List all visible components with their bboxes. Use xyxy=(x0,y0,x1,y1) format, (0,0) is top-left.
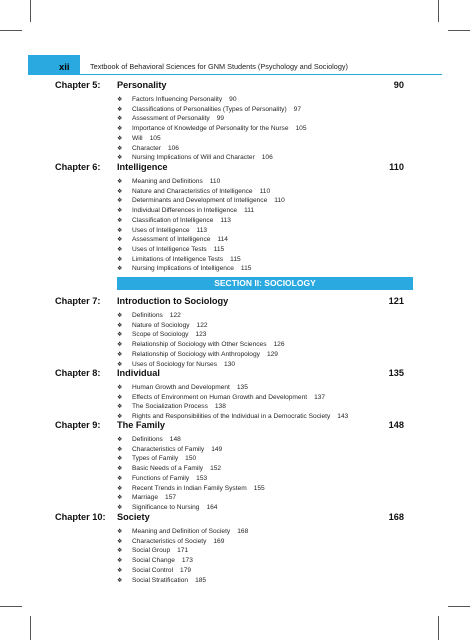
diamond-bullet-icon: ❖ xyxy=(117,266,123,273)
toc-entry xyxy=(117,537,224,546)
toc-entry-text: Effects of Environment on Human Growth and Development xyxy=(132,393,308,401)
chapter-label: Chapter 6: xyxy=(55,162,101,172)
diamond-bullet-icon: ❖ xyxy=(117,227,123,234)
diamond-bullet-icon: ❖ xyxy=(117,179,123,185)
toc-entry-text: Significance to Nursing xyxy=(132,503,200,511)
toc-entry xyxy=(117,576,206,585)
toc-entry-text: Relationship of Sociology with Other Sciences xyxy=(132,341,267,349)
toc-entry xyxy=(117,177,220,186)
toc-entry-text: Will xyxy=(132,134,143,142)
toc-entry-page: 148 xyxy=(169,436,181,443)
toc-entry-text: Importance of Knowledge of Personality for the Nurse xyxy=(132,125,289,133)
diamond-bullet-icon: ❖ xyxy=(117,256,123,263)
toc-entry-page: 157 xyxy=(165,494,177,502)
toc-entry xyxy=(117,264,251,273)
chapter-page-number: 110 xyxy=(389,162,404,172)
toc-entry-text: Nature and Characteristics of Intelligence xyxy=(132,187,253,195)
toc-entry xyxy=(117,435,181,444)
toc-entry-text: Assessment of Intelligence xyxy=(132,236,211,244)
diamond-bullet-icon: ❖ xyxy=(117,577,123,584)
toc-entry-page: 185 xyxy=(195,576,207,584)
toc-entry-text: Nursing Implications of Intelligence xyxy=(132,265,234,273)
toc-entry xyxy=(117,105,301,114)
toc-entry-text: Definitions xyxy=(132,436,163,443)
toc-entry-text: Nursing Implications of Will and Character xyxy=(132,154,255,162)
toc-entry-text: Meaning and Definitions xyxy=(132,178,203,185)
toc-entry-page: 106 xyxy=(167,144,179,152)
toc-entry-page: 143 xyxy=(337,413,349,421)
toc-entry xyxy=(117,350,278,359)
diamond-bullet-icon: ❖ xyxy=(117,332,123,339)
toc-entry-text: Scope of Sociology xyxy=(132,331,189,339)
diamond-bullet-icon: ❖ xyxy=(117,237,123,244)
toc-entry xyxy=(117,445,222,454)
chapter-heading xyxy=(0,512,470,524)
toc-entry xyxy=(117,402,226,411)
crop-mark xyxy=(448,606,470,607)
toc-entry xyxy=(117,393,325,402)
toc-entry-text: Marriage xyxy=(132,494,159,502)
diamond-bullet-icon: ❖ xyxy=(117,504,123,511)
crop-mark xyxy=(438,616,439,640)
toc-entry xyxy=(117,134,161,143)
toc-entry-text: Human Growth and Development xyxy=(132,384,230,391)
toc-entry-page: 126 xyxy=(273,341,285,349)
toc-entry xyxy=(117,153,273,162)
chapter-label: Chapter 10: xyxy=(55,512,106,522)
chapter-page-number: 90 xyxy=(393,80,404,90)
toc-entry-page: 113 xyxy=(220,216,231,224)
toc-entry xyxy=(117,216,231,225)
toc-entry-page: 138 xyxy=(214,403,226,411)
toc-entry-text: Recent Trends in Indian Family System xyxy=(132,484,247,492)
diamond-bullet-icon: ❖ xyxy=(117,208,123,215)
toc-entry-page: 110 xyxy=(209,178,221,185)
toc-entry-text: Characteristics of Family xyxy=(132,445,205,453)
toc-entry-page: 164 xyxy=(206,503,218,511)
diamond-bullet-icon: ❖ xyxy=(117,246,123,253)
toc-entry-page: 173 xyxy=(181,557,193,565)
header-accent-bar xyxy=(28,55,80,75)
diamond-bullet-icon: ❖ xyxy=(117,116,123,123)
diamond-bullet-icon: ❖ xyxy=(117,217,123,224)
toc-entry-text: Definitions xyxy=(132,312,163,319)
toc-entry-page: 129 xyxy=(266,350,278,358)
running-title: Textbook of Behavioral Sciences for GNM Students (Psychology and Sociology) xyxy=(90,62,348,71)
chapter-label: Chapter 7: xyxy=(55,296,101,306)
chapter-label: Chapter 5: xyxy=(55,80,101,90)
toc-entry-text: Classification of Intelligence xyxy=(132,216,214,224)
chapter-page-number: 121 xyxy=(388,296,404,306)
toc-entry xyxy=(117,95,237,104)
chapter-heading xyxy=(0,80,470,92)
toc-entry-text: Relationship of Sociology with Anthropology xyxy=(132,350,260,358)
toc-entry-page: 110 xyxy=(274,197,285,205)
diamond-bullet-icon: ❖ xyxy=(117,394,123,401)
diamond-bullet-icon: ❖ xyxy=(117,188,123,195)
toc-entry-text: Assessment of Personality xyxy=(132,115,210,123)
chapter-title: Individual xyxy=(117,368,160,378)
toc-entry-page: 105 xyxy=(149,134,161,142)
toc-entry-text: Types of Family xyxy=(132,455,179,463)
chapter-title: Intelligence xyxy=(117,162,168,172)
toc-entry-page: 150 xyxy=(185,455,197,463)
toc-entry xyxy=(117,464,221,473)
chapter-title: Personality xyxy=(117,80,167,90)
toc-entry-text: Classifications of Personalities (Types of Personality) xyxy=(132,105,287,113)
diamond-bullet-icon: ❖ xyxy=(117,475,123,482)
toc-entry xyxy=(117,556,193,565)
diamond-bullet-icon: ❖ xyxy=(117,485,123,492)
toc-entry-text: Individual Differences in Intelligence xyxy=(132,207,238,215)
chapter-heading xyxy=(0,368,470,380)
toc-entry-text: Uses of Intelligence Tests xyxy=(132,245,207,253)
chapter-heading xyxy=(0,296,470,308)
toc-entry xyxy=(117,454,196,463)
diamond-bullet-icon: ❖ xyxy=(117,456,123,463)
diamond-bullet-icon: ❖ xyxy=(117,342,123,349)
toc-entry xyxy=(117,566,191,575)
toc-entry xyxy=(117,245,224,254)
diamond-bullet-icon: ❖ xyxy=(117,529,123,535)
toc-entry-page: 179 xyxy=(180,566,192,574)
toc-entry-text: Social Stratification xyxy=(132,576,189,584)
toc-entry xyxy=(117,484,265,493)
toc-entry-page: 153 xyxy=(196,474,208,482)
toc-entry-page: 90 xyxy=(229,96,237,103)
diamond-bullet-icon: ❖ xyxy=(117,538,123,545)
chapter-title: Society xyxy=(117,512,150,522)
diamond-bullet-icon: ❖ xyxy=(117,548,123,555)
toc-entry-text: Social Group xyxy=(132,547,171,555)
toc-entry-page: 135 xyxy=(236,384,248,391)
toc-entry-page: 97 xyxy=(293,105,301,113)
toc-entry-page: 111 xyxy=(244,207,255,215)
toc-entry-page: 122 xyxy=(169,312,181,319)
crop-mark xyxy=(0,30,22,31)
diamond-bullet-icon: ❖ xyxy=(117,567,123,574)
diamond-bullet-icon: ❖ xyxy=(117,135,123,142)
toc-entry-text: Basic Needs of a Family xyxy=(132,465,204,473)
diamond-bullet-icon: ❖ xyxy=(117,385,123,391)
toc-entry-text: Uses of Sociology for Nurses xyxy=(132,360,218,368)
toc-entry xyxy=(117,226,207,235)
toc-entry-page: 155 xyxy=(253,484,265,492)
toc-entry-page: 171 xyxy=(177,547,189,555)
toc-entry xyxy=(117,206,254,215)
toc-entry xyxy=(117,144,179,153)
diamond-bullet-icon: ❖ xyxy=(117,198,123,205)
diamond-bullet-icon: ❖ xyxy=(117,437,123,443)
diamond-bullet-icon: ❖ xyxy=(117,466,123,473)
toc-entry-page: 123 xyxy=(195,331,207,339)
toc-entry-page: 115 xyxy=(230,255,241,263)
toc-entry-text: Rights and Responsibilities of the Individual in a Democratic Society xyxy=(132,413,331,421)
toc-entry-text: Character xyxy=(132,144,161,152)
crop-mark xyxy=(30,0,31,22)
diamond-bullet-icon: ❖ xyxy=(117,361,123,368)
toc-entry xyxy=(117,383,248,392)
chapter-label: Chapter 8: xyxy=(55,368,101,378)
diamond-bullet-icon: ❖ xyxy=(117,313,123,319)
crop-mark xyxy=(30,616,31,640)
crop-mark xyxy=(448,30,470,31)
toc-entry xyxy=(117,114,224,123)
diamond-bullet-icon: ❖ xyxy=(117,351,123,358)
page-number: xii xyxy=(59,62,70,73)
toc-entry xyxy=(117,527,248,536)
toc-entry xyxy=(117,187,270,196)
chapter-page-number: 148 xyxy=(388,420,404,430)
diamond-bullet-icon: ❖ xyxy=(117,446,123,453)
toc-entry-text: Social Control xyxy=(132,566,174,574)
toc-entry-text: Limitations of Intelligence Tests xyxy=(132,255,224,263)
diamond-bullet-icon: ❖ xyxy=(117,495,123,502)
chapter-title: The Family xyxy=(117,420,165,430)
toc-entry xyxy=(117,474,207,483)
toc-entry-text: Social Change xyxy=(132,557,175,565)
crop-mark xyxy=(0,606,22,607)
toc-entry-text: Uses of Intelligence xyxy=(132,226,190,234)
section-banner: SECTION II: SOCIOLOGY xyxy=(117,277,413,290)
toc-entry-page: 114 xyxy=(217,236,228,244)
toc-entry-text: Nature of Sociology xyxy=(132,321,190,329)
diamond-bullet-icon: ❖ xyxy=(117,414,123,421)
chapter-page-number: 168 xyxy=(388,512,404,522)
diamond-bullet-icon: ❖ xyxy=(117,155,123,162)
crop-mark xyxy=(438,0,439,22)
toc-entry xyxy=(117,493,176,502)
toc-entry xyxy=(117,255,241,264)
diamond-bullet-icon: ❖ xyxy=(117,322,123,329)
toc-entry-page: 137 xyxy=(314,393,326,401)
toc-entry-page: 152 xyxy=(210,465,222,473)
toc-entry-text: Factors Influencing Personality xyxy=(132,96,223,103)
toc-entry-text: Characteristics of Society xyxy=(132,537,207,545)
diamond-bullet-icon: ❖ xyxy=(117,404,123,411)
chapter-title: Introduction to Sociology xyxy=(117,296,229,306)
toc-entry xyxy=(117,235,228,244)
diamond-bullet-icon: ❖ xyxy=(117,145,123,152)
toc-entry-page: 168 xyxy=(237,528,249,535)
toc-entry-page: 130 xyxy=(224,360,236,368)
toc-entry-text: The Socialization Process xyxy=(132,403,208,411)
toc-entry xyxy=(117,503,217,512)
toc-entry xyxy=(117,330,206,339)
diamond-bullet-icon: ❖ xyxy=(117,558,123,565)
toc-entry-page: 149 xyxy=(211,445,223,453)
toc-entry-text: Meaning and Definition of Society xyxy=(132,528,231,535)
toc-entry-page: 122 xyxy=(196,321,208,329)
toc-entry xyxy=(117,196,285,205)
diamond-bullet-icon: ❖ xyxy=(117,97,123,103)
diamond-bullet-icon: ❖ xyxy=(117,106,123,113)
diamond-bullet-icon: ❖ xyxy=(117,126,123,133)
toc-entry-page: 169 xyxy=(213,537,225,545)
toc-entry-page: 110 xyxy=(259,187,271,195)
toc-entry xyxy=(117,124,307,133)
toc-entry xyxy=(117,311,181,320)
chapter-heading xyxy=(0,162,470,174)
toc-entry-page: 115 xyxy=(240,265,252,273)
toc-entry-text: Determinants and Development of Intelligence xyxy=(132,197,268,205)
toc-entry xyxy=(117,321,208,330)
header-rule xyxy=(80,74,442,75)
toc-entry-page: 99 xyxy=(216,115,225,123)
toc-entry-page: 106 xyxy=(261,154,273,162)
chapter-label: Chapter 9: xyxy=(55,420,101,430)
toc-entry-text: Functions of Family xyxy=(132,474,190,482)
toc-entry-page: 113 xyxy=(196,226,208,234)
chapter-heading xyxy=(0,420,470,432)
toc-entry xyxy=(117,340,285,349)
toc-entry xyxy=(117,546,188,555)
toc-entry-page: 105 xyxy=(295,125,307,133)
chapter-page-number: 135 xyxy=(388,368,404,378)
toc-entry-page: 115 xyxy=(213,245,225,253)
